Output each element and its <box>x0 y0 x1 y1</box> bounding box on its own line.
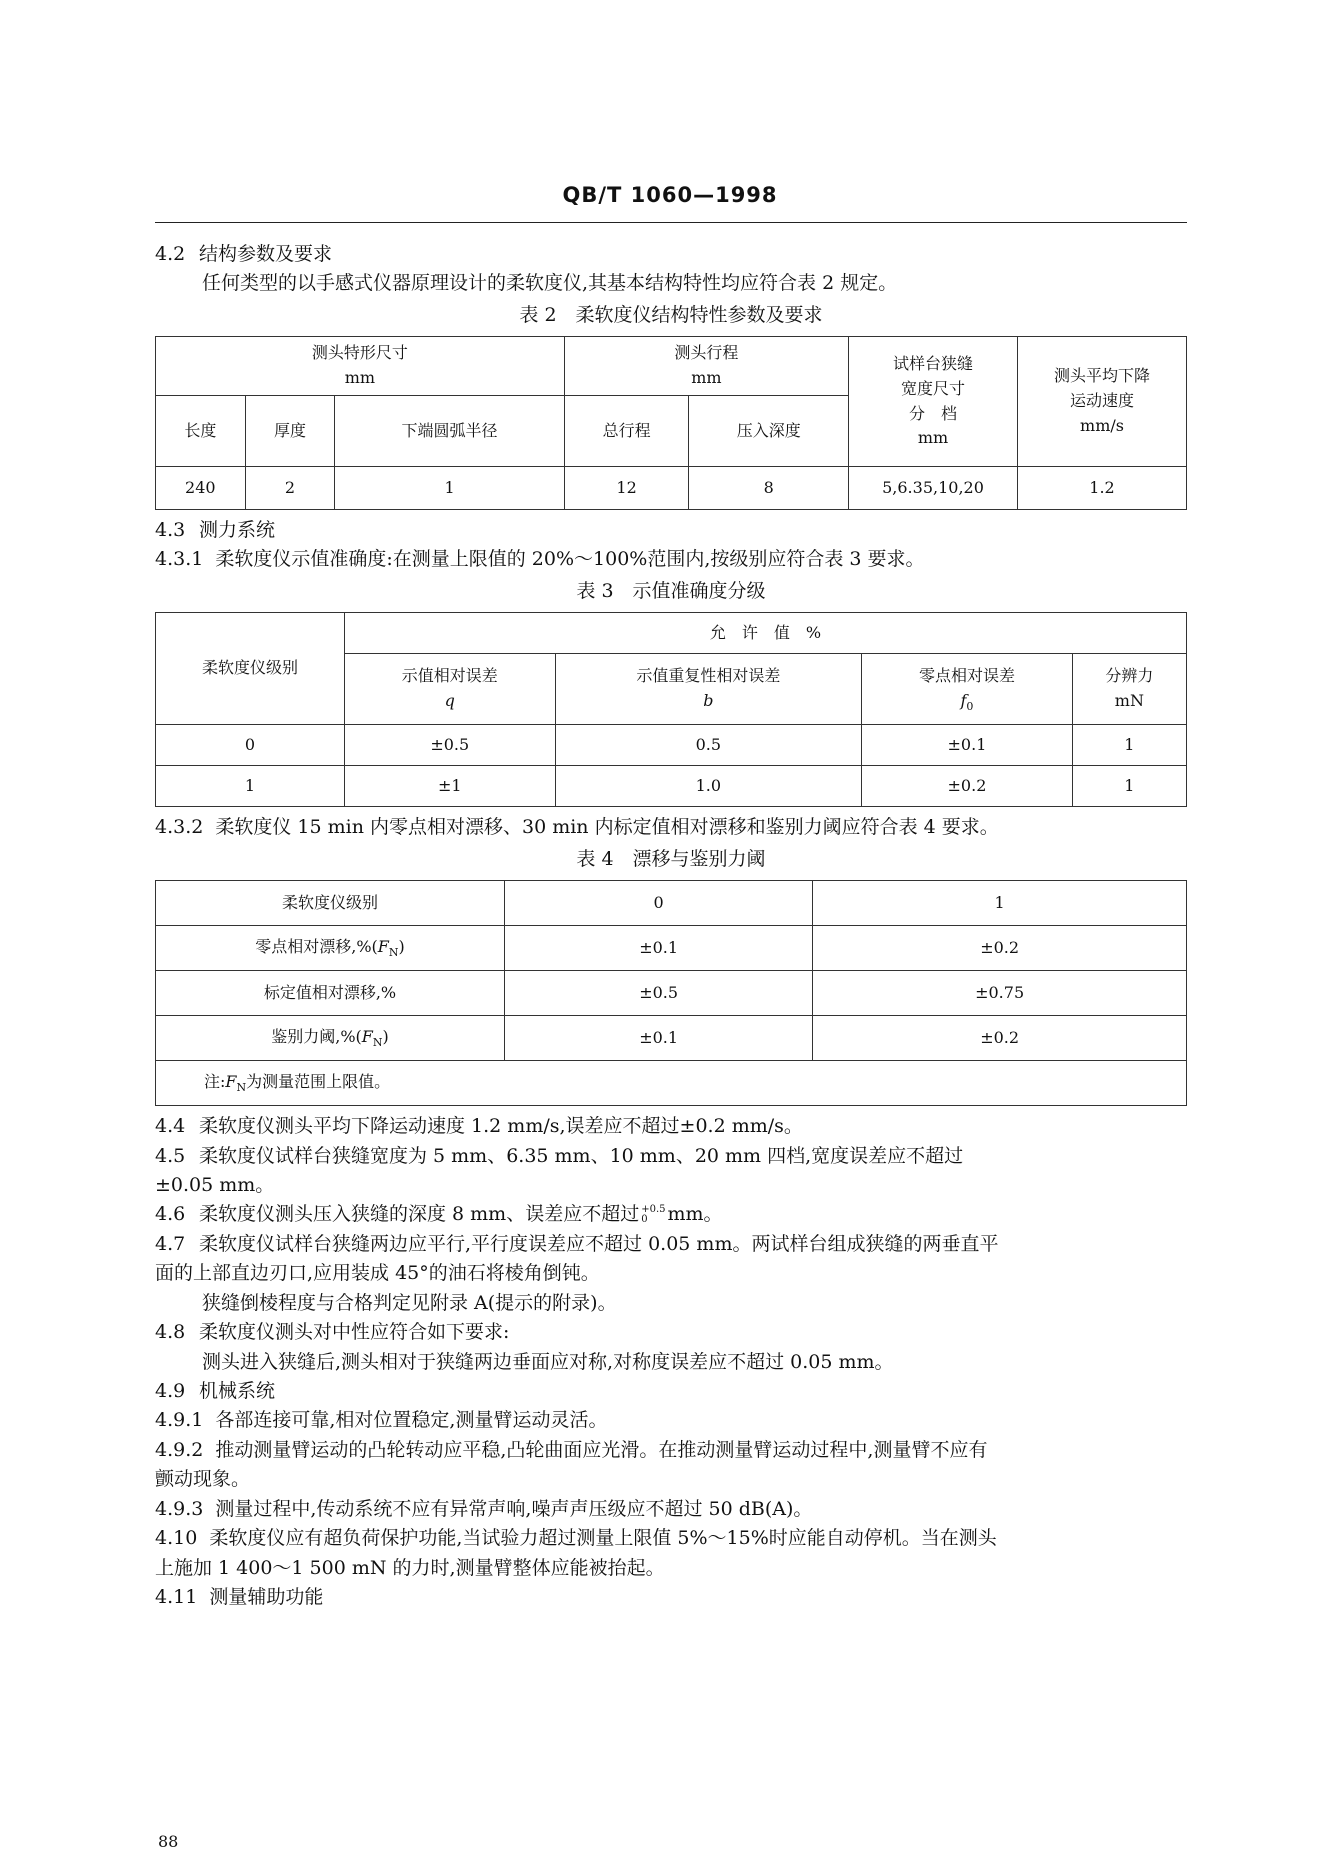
table-row-label: 标定值相对漂移,% <box>156 971 505 1016</box>
table-4-header: 柔软度仪级别 <box>156 881 505 926</box>
table-2-group-probe-travel: 测头行程 mm <box>564 337 848 396</box>
table-cell: ±0.75 <box>813 971 1187 1016</box>
table-3-group-header: 允 许 值 % <box>345 613 1187 654</box>
table-cell: ±0.2 <box>862 766 1073 807</box>
table-row-label: 零点相对漂移$,\%(F_N)$ <box>156 926 505 971</box>
section-4-7-cont: 面的上部直边刃口,应用装成 45°的油石将棱角倒钝。 <box>155 1262 600 1285</box>
table-cell: ±0.1 <box>505 1016 813 1061</box>
table-3-col-header: 分辨力 mN <box>1072 654 1186 725</box>
table-cell: 240 <box>156 466 246 509</box>
tolerance-mark: +0.5 0 <box>641 1204 666 1226</box>
table-3 <box>155 612 1187 807</box>
section-4-8-para: 测头进入狭缝后,测头相对于狭缝两边垂面应对称,对称度误差应不超过 0.05 mm。 <box>202 1350 894 1373</box>
table-4 <box>155 880 1187 1106</box>
table-2-group-probe-size: 测头特形尺寸 mm <box>156 337 565 396</box>
table-3-caption: 表 3 示值准确度分级 <box>576 579 766 602</box>
table-4-header: 0 <box>505 881 813 926</box>
table-4-caption: 表 4 漂移与鉴别力阈 <box>576 847 766 870</box>
table-row-label: 鉴别力阈$,\%(F_N)$ <box>156 1016 505 1061</box>
table-cell: 1 <box>335 466 565 509</box>
section-4-2-body: 任何类型的以手感式仪器原理设计的柔软度仪,其基本结构特性均应符合表 2 规定。 <box>202 272 898 295</box>
section-4-9-1: 4.9.1 各部连接可靠,相对位置稳定,测量臂运动灵活。 <box>155 1409 608 1432</box>
standard-header: QB/T 1060—1998 <box>562 183 778 207</box>
section-4-4: 4.4 柔软度仪测头平均下降运动速度 1.2 mm/s,误差应不超过±0.2 mm/s。 <box>155 1115 803 1138</box>
table-cell: ±0.5 <box>505 971 813 1016</box>
section-4-9-2: 4.9.2 推动测量臂运动的凸轮转动应平稳,凸轮曲面应光滑。在推动测量臂运动过程中,测量臂不应有 <box>155 1438 988 1461</box>
table-cell: ±0.2 <box>813 1016 1187 1061</box>
table-2-sub-header: 压入深度 <box>689 395 849 466</box>
table-4-note: 注$:F_N$为测量范围上限值。 <box>156 1061 1187 1106</box>
table-cell: ±0.1 <box>505 926 813 971</box>
table-3-col-header: 零点相对误差 $f_0$ <box>862 654 1073 725</box>
table-2-group-descent-speed: 测头平均下降 运动速度 mm/s <box>1018 337 1187 467</box>
table-cell: 0 <box>156 725 345 766</box>
table-row <box>156 881 1187 926</box>
section-4-3-1: 4.3.1 柔软度仪示值准确度:在测量上限值的 20%～100%范围内,按级别应符合表 3 要求。 <box>155 548 925 571</box>
table-cell: ±0.2 <box>813 926 1187 971</box>
table-cell: ±1 <box>345 766 556 807</box>
table-2-sub-header: 总行程 <box>564 395 689 466</box>
header-divider <box>155 222 1187 223</box>
table-2-sub-header: 长度 <box>156 395 246 466</box>
section-4-7: 4.7 柔软度仪试样台狭缝两边应平行,平行度误差应不超过 0.05 mm。两试样台组成狭缝的两垂直平 <box>155 1232 999 1255</box>
table-cell: 2 <box>245 466 335 509</box>
table-2-caption: 表 2 柔软度仪结构特性参数及要求 <box>519 303 823 326</box>
table-4-header: 1 <box>813 881 1187 926</box>
section-4-9-heading: 4.9 机械系统 <box>155 1380 276 1403</box>
table-row <box>156 926 1187 971</box>
section-4-11-heading: 4.11 测量辅助功能 <box>155 1586 324 1609</box>
table-row <box>156 466 1187 509</box>
table-cell: 8 <box>689 466 849 509</box>
section-4-5-cont: ±0.05 mm。 <box>155 1173 275 1196</box>
table-2-sub-header: 厚度 <box>245 395 335 466</box>
section-4-9-2-cont: 颤动现象。 <box>155 1468 251 1491</box>
table-cell: 1.2 <box>1018 466 1187 509</box>
table-2-group-slot-width: 试样台狭缝 宽度尺寸 分 档 mm <box>849 337 1018 467</box>
table-cell: 12 <box>564 466 689 509</box>
table-cell: 1 <box>1072 766 1186 807</box>
section-4-8: 4.8 柔软度仪测头对中性应符合如下要求: <box>155 1321 510 1344</box>
document-body <box>155 240 1187 1613</box>
table-cell: 0.5 <box>555 725 862 766</box>
table-3-col-header: 示值相对误差 q <box>345 654 556 725</box>
section-4-5: 4.5 柔软度仪试样台狭缝宽度为 5 mm、6.35 mm、10 mm、20 mm 四档,宽度误差应不超过 <box>155 1144 964 1167</box>
section-4-7-para: 狭缝倒棱程度与合格判定见附录 A(提示的附录)。 <box>202 1291 617 1314</box>
section-4-3-2: 4.3.2 柔软度仪 15 min 内零点相对漂移、30 min 内标定值相对漂移和鉴别力阈应符合表 4 要求。 <box>155 816 999 839</box>
table-3-level-header: 柔软度仪级别 <box>156 613 345 725</box>
table-row <box>156 971 1187 1016</box>
table-cell: 1 <box>156 766 345 807</box>
table-row <box>156 725 1187 766</box>
table-cell: 1.0 <box>555 766 862 807</box>
section-4-10: 4.10 柔软度仪应有超负荷保护功能,当试验力超过测量上限值 5%～15%时应能自动停机。当在测头 <box>155 1527 997 1550</box>
table-2 <box>155 336 1187 510</box>
page-number: 88 <box>158 1832 179 1851</box>
table-2-sub-header: 下端圆弧半径 <box>335 395 565 466</box>
table-cell: ±0.5 <box>345 725 556 766</box>
table-row <box>156 766 1187 807</box>
section-4-6: 4.6 柔软度仪测头压入狭缝的深度 8 mm、误差应不超过 +0.5 0 mm。 <box>155 1203 723 1226</box>
section-4-9-3: 4.9.3 测量过程中,传动系统不应有异常声响,噪声声压级应不超过 50 dB(A)。 <box>155 1497 813 1520</box>
section-4-10-cont: 上施加 1 400～1 500 mN 的力时,测量臂整体应能被抬起。 <box>155 1556 665 1579</box>
table-cell: 5,6.35,10,20 <box>849 466 1018 509</box>
table-row <box>156 1016 1187 1061</box>
section-4-3-heading: 4.3 测力系统 <box>155 518 276 541</box>
table-4-note-row <box>156 1061 1187 1106</box>
table-3-col-header: 示值重复性相对误差 b <box>555 654 862 725</box>
section-4-2-heading: 4.2 结构参数及要求 <box>155 243 333 265</box>
table-cell: ±0.1 <box>862 725 1073 766</box>
table-cell: 1 <box>1072 725 1186 766</box>
